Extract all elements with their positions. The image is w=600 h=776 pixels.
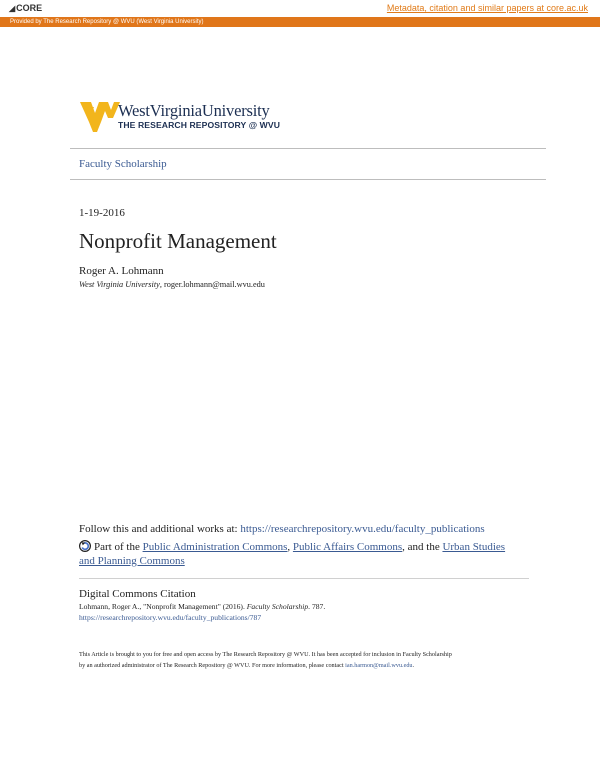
notice-line-2	[79, 660, 524, 671]
logo-subtitle: THE RESEARCH REPOSITORY @ WVU	[118, 120, 281, 130]
core-logo-icon: ◢	[9, 4, 16, 13]
faculty-publications-link[interactable]: https://researchrepository.wvu.edu/faculty_publications	[240, 523, 485, 535]
citation-url-link[interactable]: https://researchrepository.wvu.edu/faculty_publications/787	[79, 613, 262, 622]
wvu-logo[interactable]	[80, 100, 300, 136]
urban-studies-commons-link-line1[interactable]: Urban Studies	[442, 541, 506, 553]
author-institution: West Virginia University	[79, 280, 160, 289]
notice-line-2-end: .	[412, 662, 415, 669]
follow-label: Follow this and additional works at:	[79, 523, 238, 535]
divider-top	[70, 148, 546, 149]
open-access-icon	[79, 540, 91, 552]
notice-line-2-text: by an authorized administrator of The Research Repository @ WVU. For more information, please contact	[79, 662, 344, 669]
logo-wordmark: WestVirginiaUniversity	[118, 101, 270, 120]
follow-line	[79, 522, 485, 536]
provided-by-text: Provided by The Research Repository @ WVU (West Virginia University)	[10, 19, 204, 25]
series-link[interactable]: Faculty Scholarship	[79, 158, 167, 170]
page-title: Nonprofit Management	[79, 229, 277, 253]
flying-wv-icon	[80, 100, 120, 134]
divider-bottom	[70, 179, 546, 180]
part-of-connector: , and the	[402, 541, 440, 553]
citation-plain: Lohmann, Roger A., "Nonprofit Management" (2016).	[79, 602, 245, 611]
citation-text	[79, 602, 325, 612]
part-of-prefix: Part of the	[94, 541, 140, 553]
publication-date: 1-19-2016	[79, 207, 125, 219]
part-of-commons: Part of the Public Administration Commons, Public Affairs Commons, and the Urban Studies and Planning Commons	[79, 541, 506, 567]
core-header	[0, 0, 600, 17]
core-metadata-link[interactable]: Metadata, citation and similar papers at core.ac.uk	[386, 3, 588, 13]
citation-divider	[79, 578, 529, 579]
core-label: CORE	[16, 3, 43, 13]
provided-by-bar	[0, 17, 600, 27]
notice-line-1: This Article is brought to you for free and open access by The Research Repository @ WVU. It has been accepted for inclusion in Faculty Scholarship	[79, 651, 452, 658]
contact-email-link[interactable]: ian.harmon@mail.wvu.edu	[345, 662, 413, 669]
core-logo[interactable]	[9, 2, 42, 15]
author-name: Roger A. Lohmann	[79, 265, 164, 277]
citation-heading: Digital Commons Citation	[79, 588, 196, 600]
author-email[interactable]: roger.lohmann@mail.wvu.edu	[163, 280, 265, 289]
urban-studies-commons-link-line2[interactable]: and Planning Commons	[79, 555, 185, 567]
citation-italic: Faculty Scholarship	[246, 602, 309, 611]
public-affairs-commons-link[interactable]: Public Affairs Commons	[292, 541, 403, 553]
public-administration-commons-link[interactable]: Public Administration Commons	[142, 541, 288, 553]
access-notice	[79, 649, 524, 671]
citation-end: . 787.	[308, 602, 326, 611]
author-affiliation: West Virginia University, roger.lohmann@mail.wvu.edu	[79, 280, 265, 289]
